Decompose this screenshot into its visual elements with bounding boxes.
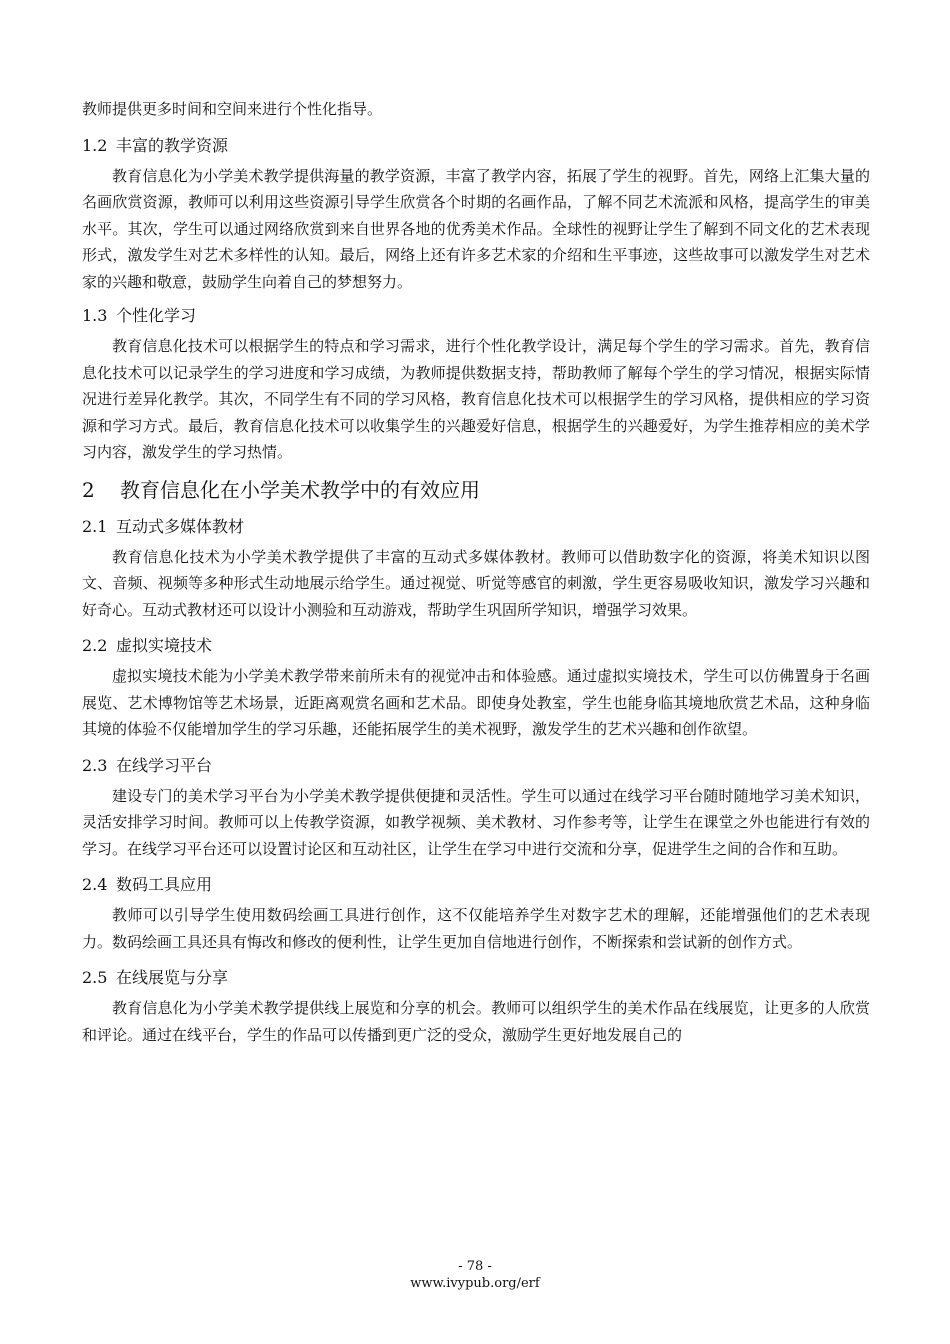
section-number: 2.5 [82, 968, 108, 987]
section-paragraph: 教育信息化技术可以根据学生的特点和学习需求，进行个性化教学设计，满足每个学生的学习需求。首先，教育信息化技术可以记录学生的学习进度和学习成绩，为教师提供数据支持，帮助教师了解每个学生的学习情况，根据实际情况进行差异化教学。其次，不同学生有不同的学习风格，教育信息化技术可以根据学生的学习风格，提供相应的学习资源和学习方式。最后，教育信息化技术可以收集学生的兴趣爱好信息，根据学生的兴趣爱好，为学生推荐相应的美术学习内容，激发学生的学习热情。 [82, 337, 870, 461]
section-heading-2-1 [82, 510, 870, 544]
section-number: 2.4 [82, 875, 108, 894]
chapter-number: 2 [82, 477, 95, 502]
section-paragraph: 建设专门的美术学习平台为小学美术教学提供便捷和灵活性。学生可以通过在线学习平台随时随地学习美术知识，灵活安排学习时间。教师可以上传教学资源，如教学视频、美术教材、习作参考等，让学生在课堂之外也能进行有效的学习。在线学习平台还可以设置讨论区和互动社区，让学生在学习中进行交流和分享，促进学生之间的合作和互助。 [82, 786, 870, 858]
intro-paragraph: 教师提供更多时间和空间来进行个性化指导。 [82, 100, 383, 118]
section-heading-2-5 [82, 961, 870, 995]
section-heading-2-3 [82, 749, 870, 783]
section-heading-1-3 [82, 299, 870, 333]
journal-url: www.ivypub.org/erf [410, 1276, 540, 1291]
page-body [82, 96, 870, 1048]
section-paragraph: 教育信息化为小学美术教学提供海量的教学资源，丰富了教学内容，拓展了学生的视野。首先，网络上汇集大量的名画欣赏资源，教师可以利用这些资源引导学生欣赏各个时期的名画作品，了解不同艺术流派和风格，提高学生的审美水平。其次，学生可以通过网络欣赏到来自世界各地的优秀美术作品。全球性的视野让学生了解到不同文化的艺术表现形式，激发学生对艺术多样性的认知。最后，网络上还有许多艺术家的介绍和生平事迹，这些故事可以激发学生对艺术家的兴趣和敬意，鼓励学生向着自己的梦想努力。 [82, 166, 870, 291]
section-title: 丰富的教学资源 [116, 135, 229, 155]
section-heading-1-2 [82, 129, 870, 163]
chapter-heading-2 [82, 472, 870, 508]
section-title: 虚拟实境技术 [116, 636, 213, 655]
section-heading-2-2 [82, 629, 870, 663]
section-heading-2-4 [82, 868, 870, 902]
page-number: - 78 - [458, 1259, 492, 1274]
section-number: 2.2 [82, 636, 108, 655]
section-number: 1.3 [82, 306, 108, 325]
section-paragraph: 教师可以引导学生使用数码绘画工具进行创作，这不仅能培养学生对数字艺术的理解，还能增强他们的艺术表现力。数码绘画工具还具有悔改和修改的便利性，让学生更加自信地进行创作，不断探索和尝试新的创作方式。 [82, 906, 870, 951]
section-title: 在线展览与分享 [116, 968, 229, 987]
chapter-title: 教育信息化在小学美术教学中的有效应用 [120, 477, 480, 502]
section-paragraph: 教育信息化技术为小学美术教学提供了丰富的互动式多媒体教材。教师可以借助数字化的资源，将美术知识以图文、音频、视频等多种形式生动地展示给学生。通过视觉、听觉等感官的刺激，学生更容易吸收知识，激发学习兴趣和好奇心。互动式教材还可以设计小测验和互动游戏，帮助学生巩固所学知识，增强学习效果。 [82, 547, 870, 619]
section-title: 互动式多媒体教材 [116, 516, 245, 536]
section-title: 个性化学习 [116, 306, 197, 325]
section-number: 1.2 [82, 135, 108, 155]
section-number: 2.3 [82, 755, 108, 775]
section-number: 2.1 [82, 516, 108, 536]
section-paragraph: 虚拟实境技术能为小学美术教学带来前所未有的视觉冲击和体验感。通过虚拟实境技术，学生可以仿佛置身于名画展览、艺术博物馆等艺术场景，近距离观赏名画和艺术品。即使身处教室，学生也能身临其境地欣赏艺术品，这种身临其境的体验不仅能增加学生的学习乐趣，还能拓展学生的美术视野，激发学生的艺术兴趣和创作欲望。 [82, 667, 870, 738]
page-footer [0, 1258, 950, 1292]
section-title: 数码工具应用 [116, 875, 213, 894]
section-paragraph: 教育信息化为小学美术教学提供线上展览和分享的机会。教师可以组织学生的美术作品在线展览，让更多的人欣赏和评论。通过在线平台，学生的作品可以传播到更广泛的受众，激励学生更好地发展自己的 [82, 999, 870, 1044]
section-title: 在线学习平台 [116, 755, 213, 775]
